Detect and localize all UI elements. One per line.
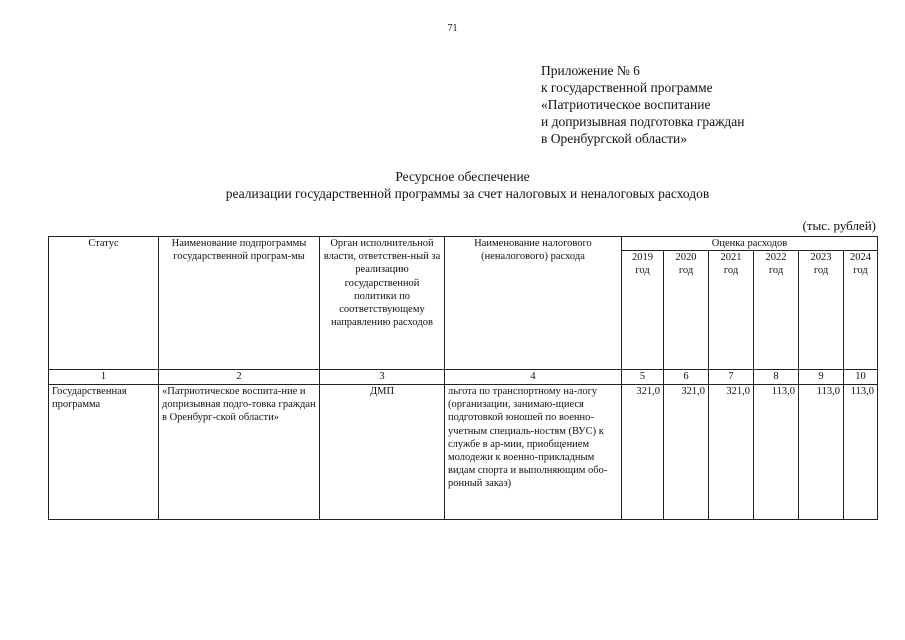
column-number: 4	[445, 370, 622, 385]
appendix-line: и допризывная подготовка граждан	[541, 114, 745, 129]
header-executive-body: Орган исполнительной власти, ответствен-ный за реализацию государственной политики по соответствующему направлению расходов	[320, 237, 445, 370]
appendix-block	[541, 62, 744, 147]
header-year-unit: год	[853, 265, 868, 277]
column-number: 3	[320, 370, 445, 385]
cell-value-2020: 321,0	[664, 385, 709, 520]
header-year-value: 2022	[765, 252, 787, 264]
header-year	[799, 251, 844, 370]
header-year-unit: год	[723, 265, 739, 277]
column-number: 1	[49, 370, 159, 385]
header-subprogram-name: Наименование подпрограммы государственной програм-мы	[159, 237, 320, 370]
page-number: 71	[447, 23, 458, 34]
header-year-value: 2021	[720, 252, 742, 264]
header-year-value: 2023	[810, 252, 832, 264]
document-title-line1: Ресурсное обеспечение	[395, 169, 530, 184]
header-year	[754, 251, 799, 370]
cell-tax-expense-name: льгота по транспортному на-логу (организации, занимаю-щиеся подготовкой юношей по военно-учетным специаль-ностям (ВУС) к службе в ар-мии, приобщением молодежи к военно-прикладным видам спорта и выполняющим обо-ронный заказ)	[445, 385, 622, 520]
appendix-line: Приложение № 6	[541, 63, 640, 78]
appendix-line: к государственной программе	[541, 80, 713, 95]
column-number: 2	[159, 370, 320, 385]
column-number: 7	[709, 370, 754, 385]
header-year-unit: год	[635, 265, 650, 277]
column-number: 5	[622, 370, 664, 385]
header-year-value: 2019	[632, 252, 653, 264]
header-year-unit: год	[813, 265, 829, 277]
header-status: Статус	[49, 237, 159, 370]
column-number: 10	[844, 370, 878, 385]
header-year	[664, 251, 709, 370]
header-year	[622, 251, 664, 370]
table-row	[49, 385, 878, 520]
document-title-line2: реализации государственной программы за счет налоговых и неналоговых расходов	[225, 186, 710, 201]
cell-value-2022: 113,0	[754, 385, 799, 520]
cell-value-2023: 113,0	[799, 385, 844, 520]
cell-value-2021: 321,0	[709, 385, 754, 520]
column-number: 8	[754, 370, 799, 385]
header-year-unit: год	[678, 265, 694, 277]
resource-table	[48, 236, 878, 520]
cell-value-2024: 113,0	[844, 385, 878, 520]
header-tax-expense-name: Наименование налогового (неналогового) расхода	[445, 237, 622, 370]
document-title	[0, 168, 905, 202]
column-number: 6	[664, 370, 709, 385]
header-estimate: Оценка расходов	[622, 237, 878, 251]
column-number-row	[49, 370, 878, 385]
appendix-line: «Патриотическое воспитание	[541, 97, 711, 112]
header-year	[844, 251, 878, 370]
header-year	[709, 251, 754, 370]
cell-subprogram-name: «Патриотическое воспита-ние и допризывная подго-товка граждан в Оренбург-ской области»	[159, 385, 320, 520]
header-year-value: 2024	[850, 252, 871, 264]
appendix-line: в Оренбургской области»	[541, 131, 687, 146]
cell-value-2019: 321,0	[622, 385, 664, 520]
column-number: 9	[799, 370, 844, 385]
unit-note: (тыс. рублей)	[802, 218, 876, 233]
header-year-value: 2020	[675, 252, 697, 264]
cell-status: Государственная программа	[49, 385, 159, 520]
cell-executive-body: ДМП	[320, 385, 445, 520]
header-year-unit: год	[768, 265, 784, 277]
